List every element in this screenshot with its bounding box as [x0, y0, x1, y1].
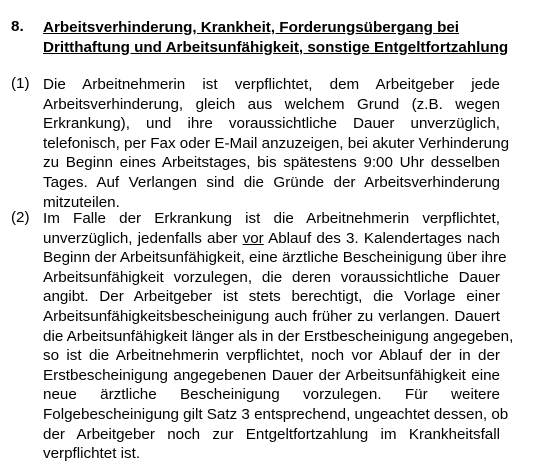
- text-run: unverzüglich, jedenfalls aber: [43, 229, 243, 247]
- paragraph-line: so ist die Arbeitnehmerin verpflichtet, noch vor Ablauf der in der: [43, 347, 500, 365]
- paragraph-line: neue ärztliche Bescheinigung vorzulegen. Für weitere: [43, 386, 500, 404]
- paragraph-line: Arbeitsunfähigkeit vorzulegen, die deren voraussichtliche Dauer: [43, 268, 500, 286]
- section-number: 8.: [11, 18, 24, 35]
- paragraph-number: (1): [11, 75, 30, 92]
- paragraph-line-with-emphasis: [43, 229, 500, 249]
- underlined-word: vor: [242, 229, 264, 247]
- paragraph-line: Folgebescheinigung gilt Satz 3 entsprechend, ungeachtet dessen, ob: [43, 406, 509, 423]
- paragraph-line: telefonisch, per Fax oder E-Mail anzuzeigen, bei akuter Verhinderung: [43, 134, 510, 152]
- text-run: Ablauf des 3. Kalendertages nach: [263, 229, 500, 247]
- paragraph-line: Tages. Auf Verlangen sind die Gründe der Arbeitsverhinderung: [43, 174, 500, 191]
- paragraph-line: zu Beginn eines Arbeitstages, bis spätestens 9:00 Uhr desselben: [43, 154, 500, 172]
- section-title-line-2: Dritthaftung und Arbeitsunfähigkeit, sonstige Entgeltfortzahlung: [43, 38, 509, 56]
- paragraph-line: Die Arbeitnehmerin ist verpflichtet, dem Arbeitgeber jede: [43, 76, 500, 93]
- paragraph-line: Arbeitsverhinderung, gleich aus welchem Grund (z.B. wegen: [43, 95, 500, 113]
- paragraph-line: die Arbeitsunfähigkeit länger als in der Erstbescheinigung angegeben,: [43, 327, 514, 345]
- paragraph-line: Erstbescheinigung angegebenen Dauer der Arbeitsunfähigkeit eine: [43, 366, 500, 384]
- paragraph-line: mitzuteilen.: [43, 193, 120, 211]
- paragraph-line: verpflichtet ist.: [43, 445, 141, 463]
- paragraph-line: Im Falle der Erkrankung ist die Arbeitnehmerin verpflichtet,: [43, 210, 500, 227]
- paragraph-line: der Arbeitgeber noch zur Entgeltfortzahlung im Krankheitsfall: [43, 425, 500, 443]
- section-title-line-1: Arbeitsverhinderung, Krankheit, Forderungsübergang bei: [43, 19, 460, 36]
- paragraph-line: Beginn der Arbeitsunfähigkeit, eine ärztliche Bescheinigung über ihre: [43, 249, 507, 267]
- paragraph-line: Erkrankung), und ihre voraussichtliche Dauer unverzüglich,: [43, 115, 500, 133]
- paragraph-line: Arbeitsunfähigkeitsbescheinigung auch früher zu verlangen. Dauert: [43, 308, 500, 325]
- paragraph-number: (2): [11, 209, 30, 226]
- paragraph-line: angibt. Der Arbeitgeber ist stets berechtigt, die Vorlage einer: [43, 288, 500, 306]
